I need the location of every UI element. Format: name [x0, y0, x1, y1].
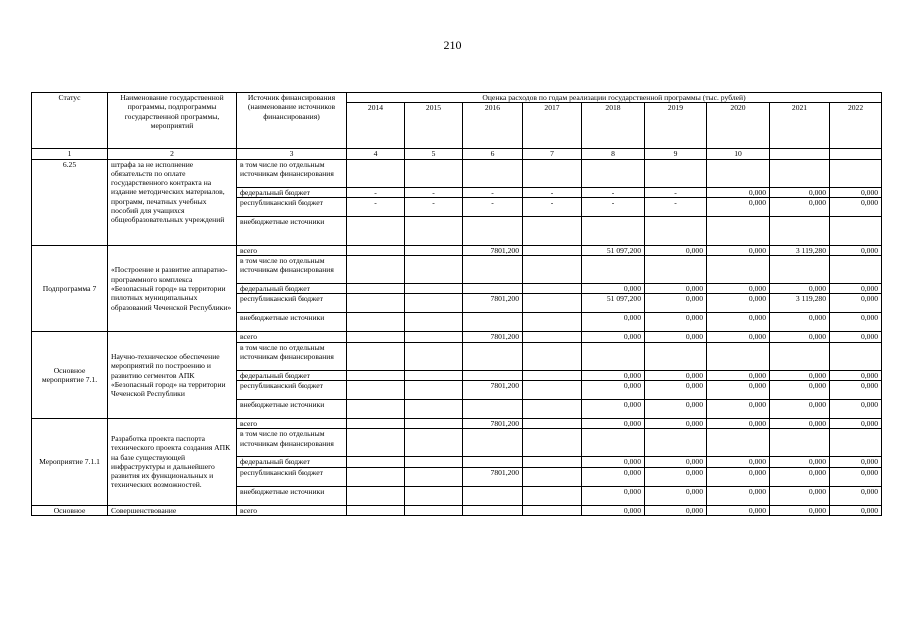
value-cell: [347, 294, 405, 313]
value-cell: [405, 332, 463, 342]
value-cell: -: [463, 187, 523, 197]
value-cell: [523, 419, 582, 429]
value-cell: [830, 216, 882, 245]
value-cell: [523, 505, 582, 515]
header-year: 2015: [405, 103, 463, 149]
source-cell: всего: [237, 332, 347, 342]
value-cell: [347, 256, 405, 284]
value-cell: 0,000: [707, 486, 770, 505]
value-cell: [405, 245, 463, 255]
value-cell: [523, 342, 582, 370]
status-cell: Основное: [32, 505, 108, 515]
source-cell: федеральный бюджет: [237, 284, 347, 294]
source-cell: республиканский бюджет: [237, 381, 347, 400]
value-cell: 0,000: [770, 486, 830, 505]
name-cell: Разработка проекта паспорта технического проекта создания АПК на базе существующей инфраструктуры и дальнейшего развития их функциональных и технических возможностей.: [108, 419, 237, 506]
value-cell: [347, 159, 405, 187]
header-year: 2021: [770, 103, 830, 149]
source-cell: всего: [237, 419, 347, 429]
value-cell: 0,000: [707, 313, 770, 332]
header-year: 2016: [463, 103, 523, 149]
column-number: 9: [645, 149, 707, 159]
header-year: 2014: [347, 103, 405, 149]
value-cell: [523, 245, 582, 255]
source-cell: в том числе по отдельным источникам финансирования: [237, 342, 347, 370]
value-cell: [347, 313, 405, 332]
value-cell: [347, 332, 405, 342]
value-cell: [830, 342, 882, 370]
source-cell: федеральный бюджет: [237, 187, 347, 197]
value-cell: 0,000: [645, 419, 707, 429]
source-cell: внебюджетные источники: [237, 486, 347, 505]
value-cell: 0,000: [770, 197, 830, 216]
header-name: Наименование государственной программы, подпрограммы государственной программы, мероприятий: [108, 93, 237, 149]
value-cell: [405, 159, 463, 187]
source-cell: в том числе по отдельным источникам финансирования: [237, 256, 347, 284]
value-cell: 51 097,200: [582, 294, 645, 313]
value-cell: [523, 370, 582, 380]
value-cell: [347, 486, 405, 505]
value-cell: 0,000: [830, 381, 882, 400]
value-cell: 0,000: [707, 419, 770, 429]
value-cell: 0,000: [770, 284, 830, 294]
column-number: 8: [582, 149, 645, 159]
value-cell: -: [523, 197, 582, 216]
value-cell: [830, 256, 882, 284]
status-cell: Основное мероприятие 7.1.: [32, 332, 108, 419]
source-cell: внебюджетные источники: [237, 216, 347, 245]
value-cell: [770, 342, 830, 370]
budget-table: [31, 92, 882, 516]
value-cell: [523, 256, 582, 284]
value-cell: -: [582, 187, 645, 197]
value-cell: [523, 332, 582, 342]
value-cell: -: [405, 187, 463, 197]
value-cell: -: [347, 187, 405, 197]
value-cell: [523, 294, 582, 313]
column-number: [830, 149, 882, 159]
value-cell: [347, 400, 405, 419]
value-cell: [463, 370, 523, 380]
table-row: [32, 505, 882, 515]
source-cell: республиканский бюджет: [237, 467, 347, 486]
value-cell: 0,000: [830, 197, 882, 216]
value-cell: [405, 294, 463, 313]
value-cell: 0,000: [770, 419, 830, 429]
value-cell: 0,000: [582, 419, 645, 429]
value-cell: 0,000: [707, 332, 770, 342]
value-cell: [347, 467, 405, 486]
value-cell: [463, 505, 523, 515]
value-cell: 0,000: [582, 505, 645, 515]
value-cell: 0,000: [645, 370, 707, 380]
value-cell: 0,000: [707, 400, 770, 419]
name-cell: Совершенствование: [108, 505, 237, 515]
value-cell: 0,000: [830, 332, 882, 342]
value-cell: 0,000: [830, 294, 882, 313]
value-cell: [463, 429, 523, 457]
value-cell: 0,000: [770, 400, 830, 419]
value-cell: 3 119,280: [770, 294, 830, 313]
value-cell: 0,000: [707, 197, 770, 216]
source-cell: федеральный бюджет: [237, 457, 347, 467]
value-cell: [405, 256, 463, 284]
column-number: 2: [108, 149, 237, 159]
column-number: [770, 149, 830, 159]
value-cell: [405, 400, 463, 419]
header-year: 2019: [645, 103, 707, 149]
value-cell: 0,000: [830, 400, 882, 419]
value-cell: 0,000: [645, 457, 707, 467]
value-cell: 0,000: [830, 419, 882, 429]
value-cell: 7801,200: [463, 294, 523, 313]
source-cell: в том числе по отдельным источникам финансирования: [237, 159, 347, 187]
value-cell: [523, 381, 582, 400]
value-cell: [523, 457, 582, 467]
source-cell: внебюджетные источники: [237, 313, 347, 332]
status-cell: 6.25: [32, 159, 108, 245]
value-cell: 0,000: [830, 187, 882, 197]
source-cell: республиканский бюджет: [237, 294, 347, 313]
value-cell: 7801,200: [463, 332, 523, 342]
value-cell: [463, 284, 523, 294]
header-year: 2022: [830, 103, 882, 149]
value-cell: 7801,200: [463, 419, 523, 429]
value-cell: [405, 370, 463, 380]
value-cell: 3 119,280: [770, 245, 830, 255]
column-number: 5: [405, 149, 463, 159]
value-cell: 0,000: [707, 245, 770, 255]
value-cell: 0,000: [582, 400, 645, 419]
value-cell: [707, 256, 770, 284]
value-cell: [463, 216, 523, 245]
value-cell: 0,000: [582, 332, 645, 342]
value-cell: [707, 342, 770, 370]
value-cell: [347, 505, 405, 515]
value-cell: 0,000: [582, 370, 645, 380]
value-cell: [582, 342, 645, 370]
value-cell: [645, 159, 707, 187]
header-year: 2018: [582, 103, 645, 149]
value-cell: [645, 429, 707, 457]
source-cell: всего: [237, 505, 347, 515]
name-cell: Научно-техническое обеспечение мероприятий по построению и развитию сегментов АПК «Безопасный город» на территории Чеченской Республики: [108, 332, 237, 419]
value-cell: [405, 486, 463, 505]
value-cell: 0,000: [645, 505, 707, 515]
value-cell: 0,000: [707, 284, 770, 294]
value-cell: 0,000: [770, 381, 830, 400]
column-number: 7: [523, 149, 582, 159]
value-cell: [405, 457, 463, 467]
value-cell: 0,000: [770, 313, 830, 332]
source-cell: всего: [237, 245, 347, 255]
value-cell: [523, 284, 582, 294]
value-cell: 0,000: [582, 381, 645, 400]
value-cell: [645, 256, 707, 284]
value-cell: [463, 342, 523, 370]
column-numbers-row: [32, 149, 882, 159]
value-cell: 0,000: [830, 457, 882, 467]
value-cell: 0,000: [770, 457, 830, 467]
value-cell: [770, 256, 830, 284]
value-cell: 0,000: [830, 245, 882, 255]
value-cell: 0,000: [770, 505, 830, 515]
value-cell: [582, 159, 645, 187]
status-cell: Подпрограмма 7: [32, 245, 108, 332]
source-cell: республиканский бюджет: [237, 197, 347, 216]
value-cell: 0,000: [707, 381, 770, 400]
value-cell: [347, 342, 405, 370]
header-year: 2020: [707, 103, 770, 149]
header-estimate: Оценка расходов по годам реализации государственной программы (тыс. рублей): [347, 93, 882, 103]
value-cell: 0,000: [582, 284, 645, 294]
value-cell: [347, 370, 405, 380]
table-row: [32, 245, 882, 255]
value-cell: [645, 342, 707, 370]
value-cell: [405, 419, 463, 429]
value-cell: [523, 467, 582, 486]
value-cell: [645, 216, 707, 245]
value-cell: -: [523, 187, 582, 197]
value-cell: 0,000: [830, 486, 882, 505]
page-number: 210: [443, 38, 462, 52]
value-cell: 0,000: [830, 284, 882, 294]
value-cell: [463, 313, 523, 332]
value-cell: [347, 429, 405, 457]
value-cell: 0,000: [770, 187, 830, 197]
value-cell: [347, 284, 405, 294]
value-cell: 0,000: [707, 187, 770, 197]
header-year: 2017: [523, 103, 582, 149]
value-cell: [347, 419, 405, 429]
table-row: [32, 419, 882, 429]
value-cell: 0,000: [707, 294, 770, 313]
value-cell: 7801,200: [463, 467, 523, 486]
header-source: Источник финансирования (наименование источников финансирования): [237, 93, 347, 149]
column-number: 1: [32, 149, 108, 159]
value-cell: [463, 256, 523, 284]
header-row-top: [32, 93, 882, 103]
source-cell: федеральный бюджет: [237, 370, 347, 380]
status-cell: Мероприятие 7.1.1: [32, 419, 108, 506]
value-cell: [405, 429, 463, 457]
value-cell: -: [645, 197, 707, 216]
value-cell: 7801,200: [463, 381, 523, 400]
value-cell: [405, 467, 463, 486]
value-cell: [405, 313, 463, 332]
value-cell: [405, 284, 463, 294]
value-cell: 0,000: [830, 467, 882, 486]
value-cell: 51 097,200: [582, 245, 645, 255]
value-cell: [523, 486, 582, 505]
table-row: [32, 332, 882, 342]
value-cell: [523, 159, 582, 187]
value-cell: 0,000: [707, 457, 770, 467]
value-cell: 0,000: [645, 381, 707, 400]
value-cell: 0,000: [770, 370, 830, 380]
column-number: 4: [347, 149, 405, 159]
value-cell: [582, 216, 645, 245]
value-cell: [523, 216, 582, 245]
value-cell: [707, 159, 770, 187]
value-cell: 0,000: [707, 505, 770, 515]
value-cell: [405, 381, 463, 400]
value-cell: [347, 245, 405, 255]
value-cell: -: [645, 187, 707, 197]
value-cell: [523, 400, 582, 419]
column-number: 10: [707, 149, 770, 159]
value-cell: 0,000: [645, 467, 707, 486]
value-cell: 0,000: [582, 457, 645, 467]
value-cell: [582, 256, 645, 284]
value-cell: 0,000: [645, 284, 707, 294]
value-cell: 0,000: [645, 313, 707, 332]
value-cell: 0,000: [707, 370, 770, 380]
value-cell: 0,000: [830, 313, 882, 332]
value-cell: 0,000: [770, 467, 830, 486]
column-number: 6: [463, 149, 523, 159]
value-cell: [770, 216, 830, 245]
value-cell: [347, 381, 405, 400]
value-cell: [830, 159, 882, 187]
value-cell: [405, 216, 463, 245]
value-cell: 0,000: [830, 505, 882, 515]
value-cell: 0,000: [645, 400, 707, 419]
value-cell: -: [582, 197, 645, 216]
header-status: Статус: [32, 93, 108, 149]
value-cell: -: [347, 197, 405, 216]
value-cell: 0,000: [582, 486, 645, 505]
value-cell: [405, 342, 463, 370]
value-cell: [770, 159, 830, 187]
value-cell: [523, 313, 582, 332]
value-cell: [707, 216, 770, 245]
value-cell: -: [405, 197, 463, 216]
value-cell: -: [463, 197, 523, 216]
column-number: 3: [237, 149, 347, 159]
value-cell: [582, 429, 645, 457]
value-cell: [347, 457, 405, 467]
value-cell: [523, 429, 582, 457]
value-cell: [830, 429, 882, 457]
value-cell: [463, 457, 523, 467]
value-cell: 0,000: [582, 467, 645, 486]
value-cell: [463, 159, 523, 187]
name-cell: «Построение и развитие аппаратно-программного комплекса «Безопасный город» на территории пилотных муниципальных образований Чеченской Республики»: [108, 245, 237, 332]
source-cell: внебюджетные источники: [237, 400, 347, 419]
value-cell: 7801,200: [463, 245, 523, 255]
name-cell: штрафа за не исполнение обязательств по оплате государственного контракта на издание методических материалов, программ, печатных учебных пособий для учащихся общеобразовательных учреждений: [108, 159, 237, 245]
value-cell: [405, 505, 463, 515]
value-cell: [347, 216, 405, 245]
value-cell: 0,000: [645, 332, 707, 342]
value-cell: 0,000: [645, 245, 707, 255]
value-cell: [770, 429, 830, 457]
value-cell: 0,000: [582, 313, 645, 332]
value-cell: 0,000: [707, 467, 770, 486]
value-cell: [463, 400, 523, 419]
value-cell: 0,000: [830, 370, 882, 380]
source-cell: в том числе по отдельным источникам финансирования: [237, 429, 347, 457]
value-cell: [463, 486, 523, 505]
value-cell: 0,000: [645, 486, 707, 505]
value-cell: [707, 429, 770, 457]
table-row: [32, 159, 882, 187]
value-cell: 0,000: [645, 294, 707, 313]
value-cell: 0,000: [770, 332, 830, 342]
